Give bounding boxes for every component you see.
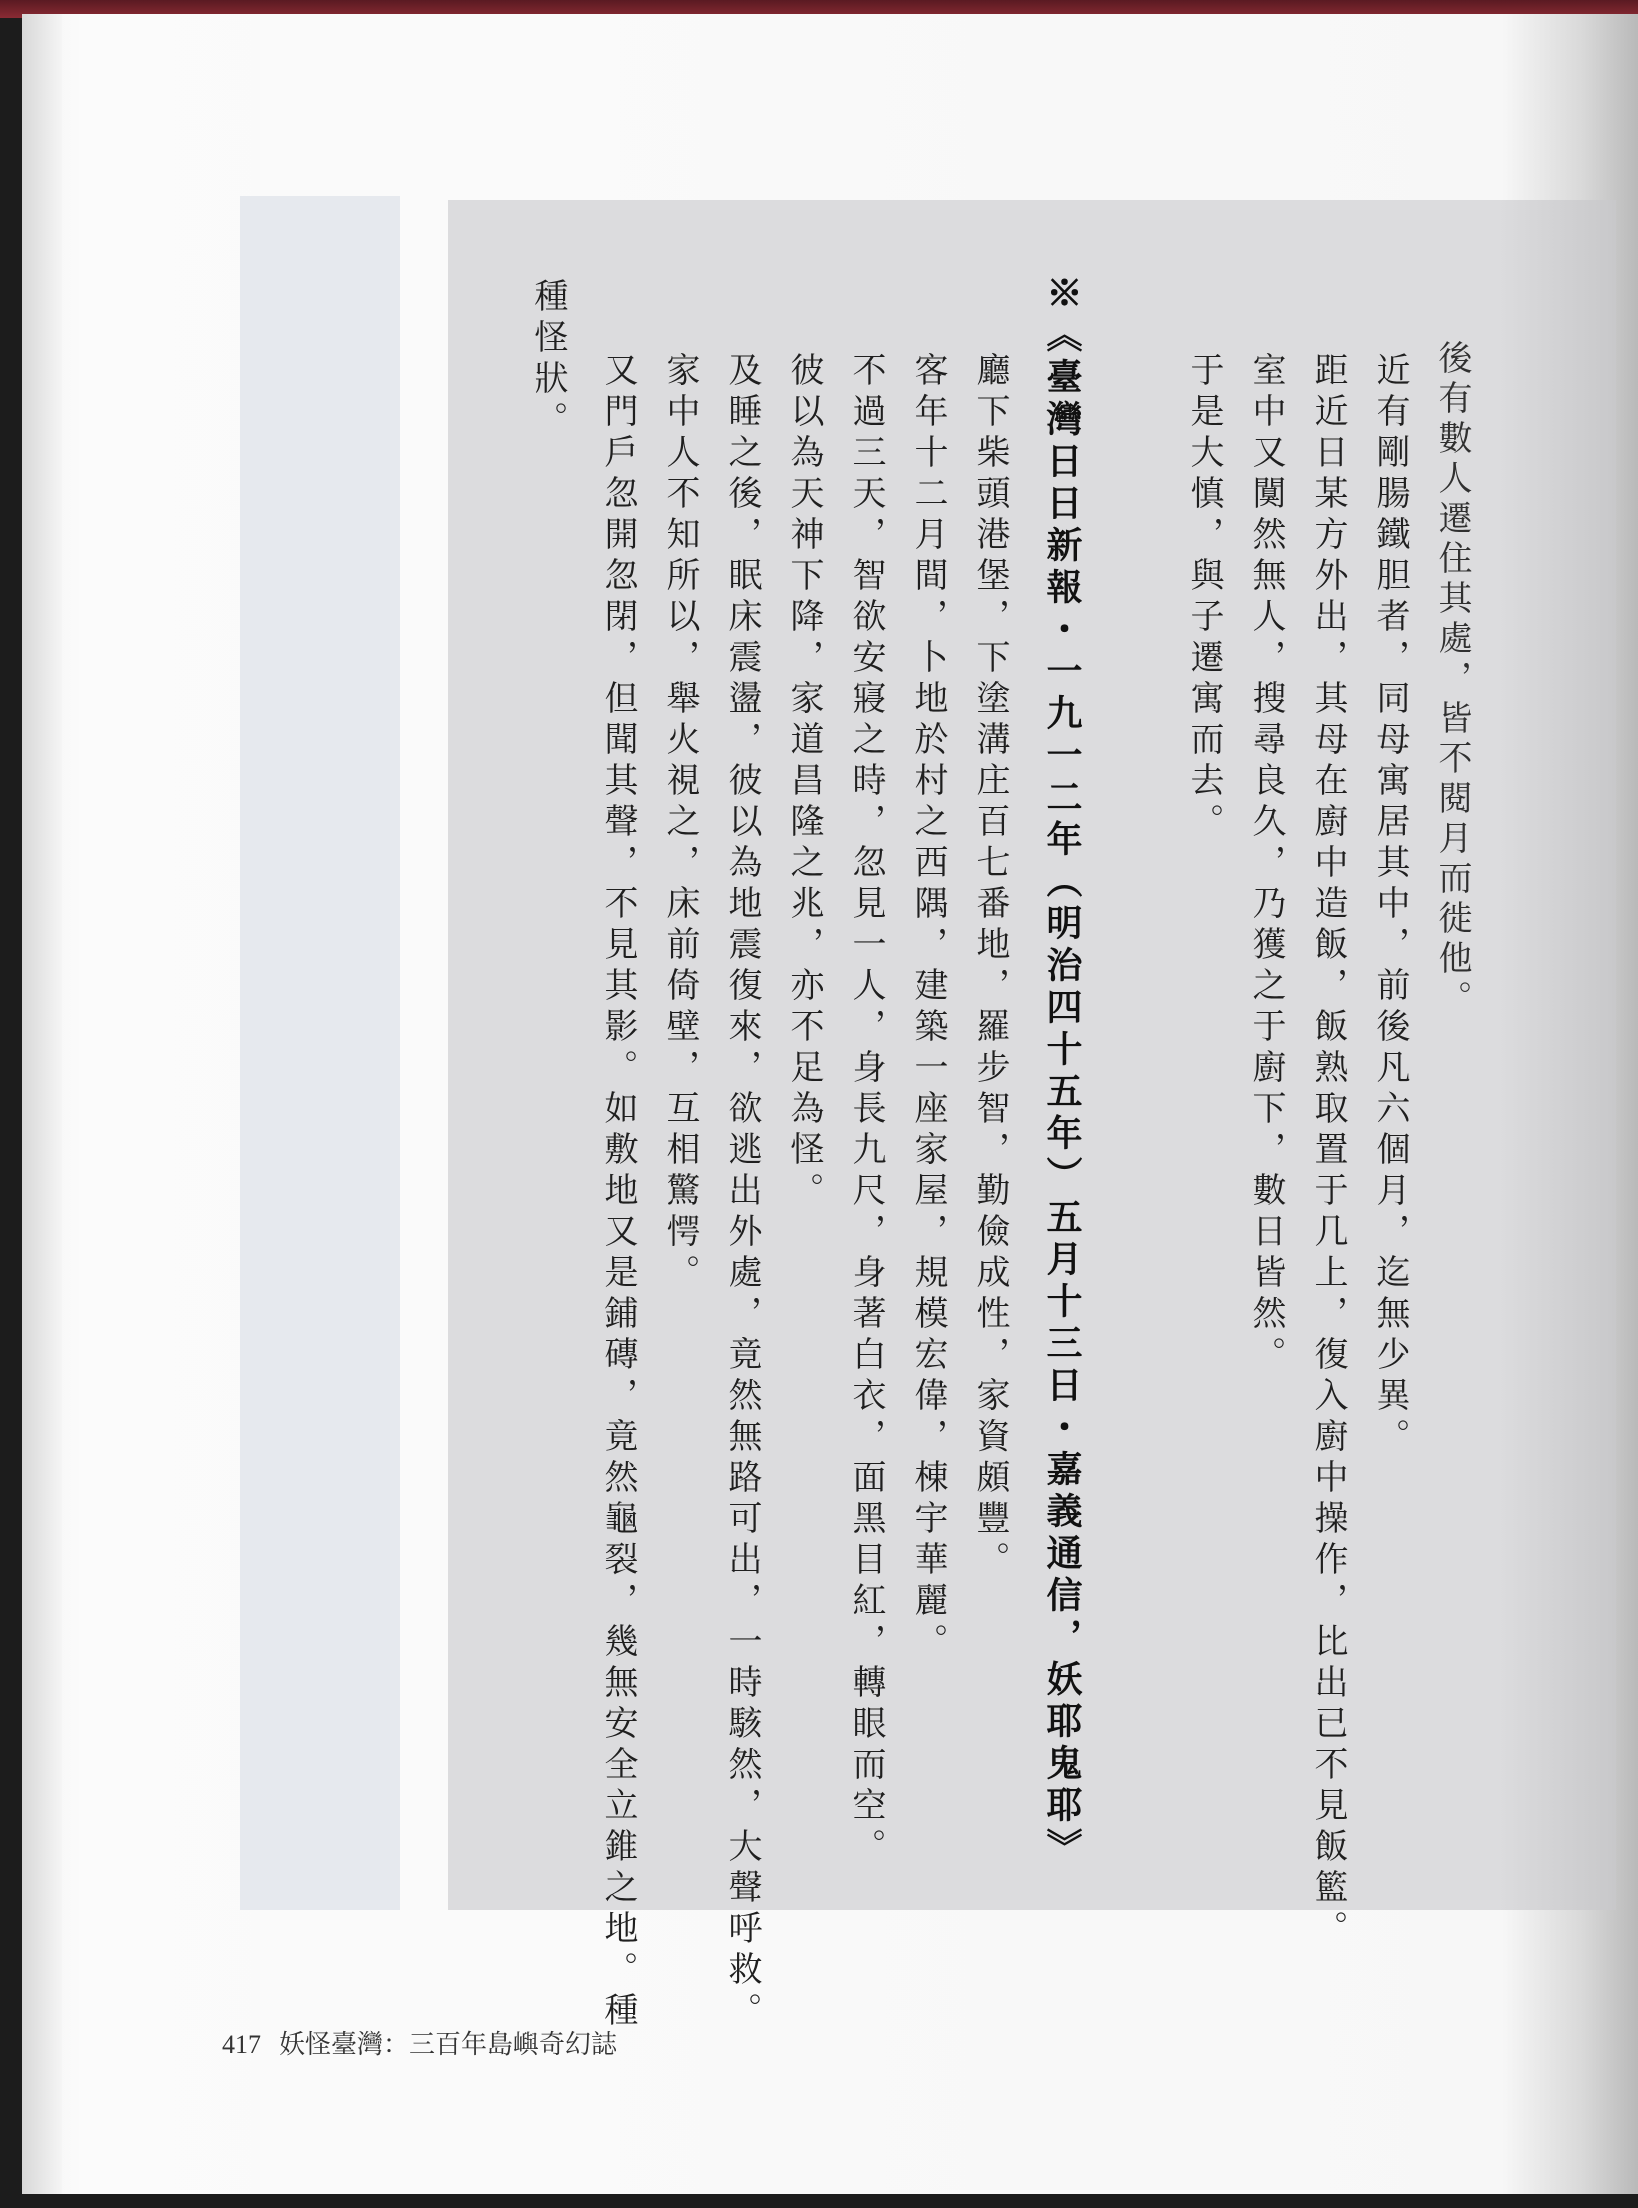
text-column: 不過三天，智欲安寢之時，忽見一人，身長九尺，身著白衣，面黑目紅，轉眼而空。 <box>846 352 886 1869</box>
text-column: 後有數人遷住其處，皆不閱月而徙他。 <box>1432 340 1472 1020</box>
text-column: 客年十二月間，卜地於村之西隅，建築一座家屋，規模宏偉，棟宇華麗。 <box>908 352 948 1664</box>
book-page <box>22 14 1638 2194</box>
text-column: 于是大慎，與子遷寓而去。 <box>1184 352 1224 844</box>
text-column: 距近日某方外出，其母在廚中造飯，飯熟取置于几上，復入廚中操作，比出已不見飯籃。 <box>1308 352 1348 1951</box>
text-column: 彼以為天神下降，家道昌隆之兆，亦不足為怪。 <box>784 352 824 1213</box>
text-column: 種怪狀。 <box>528 278 568 442</box>
page-footer <box>222 2024 617 2061</box>
text-column: 室中又闃然無人，搜尋良久，乃獲之于廚下，數日皆然。 <box>1246 352 1286 1377</box>
page-number: 417 <box>222 2030 261 2059</box>
text-column: 廳下柴頭港堡，下塗溝庄百七番地，羅步智，勤儉成性，家資頗豐。 <box>970 352 1010 1582</box>
book-title: 妖怪臺灣：三百年島嶼奇幻誌 <box>279 2030 618 2059</box>
vertical-text-body <box>22 14 1638 2194</box>
source-heading: ※《臺灣日日新報・一九一二年（明治四十五年）五月十三日・嘉義通信，妖耶鬼耶》 <box>1041 274 1083 1870</box>
text-column: 及睡之後，眠床震盪，彼以為地震復來，欲逃出外處，竟然無路可出，一時駭然，大聲呼救。 <box>722 352 762 2033</box>
text-column: 近有剛腸鐵胆者，同母寓居其中，前後凡六個月，迄無少異。 <box>1370 352 1410 1459</box>
text-column: 又門戶忽開忽閉，但聞其聲，不見其影。如敷地又是鋪磚，竟然龜裂，幾無安全立錐之地。種 <box>598 352 638 2033</box>
text-column: 家中人不知所以，舉火視之，床前倚壁，互相驚愕。 <box>660 352 700 1295</box>
